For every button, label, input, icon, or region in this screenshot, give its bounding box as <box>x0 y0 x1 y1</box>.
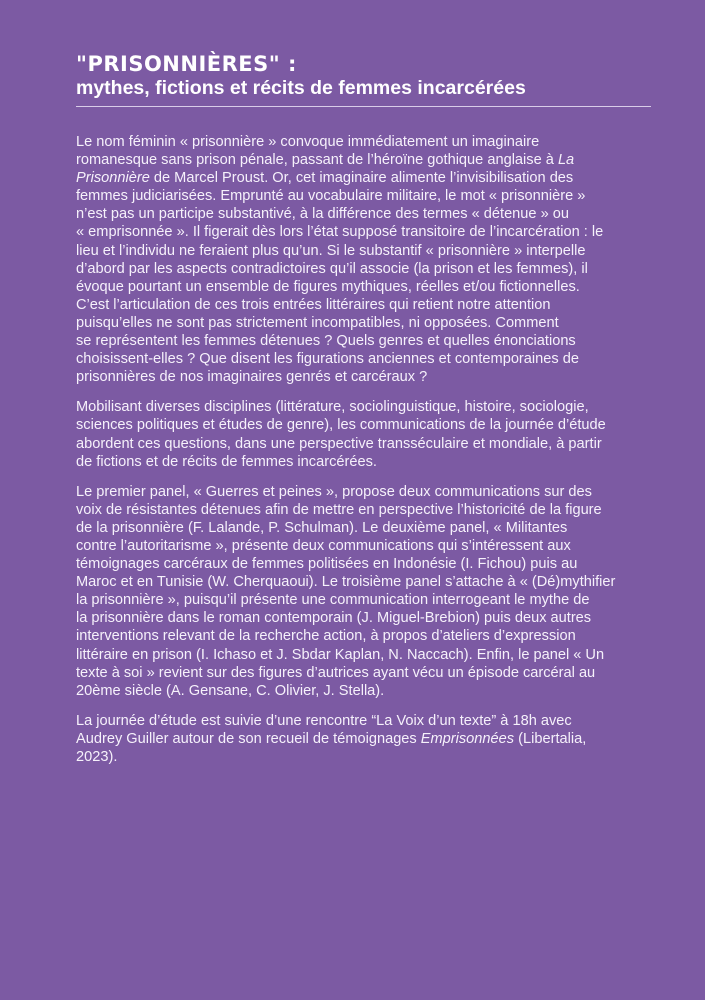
text-line <box>76 296 642 314</box>
text-segment: interventions relevant de la recherche action, à propos d’ateliers d’expression <box>76 628 576 645</box>
text-segment: évoque pourtant un ensemble de figures mythiques, réelles et/ou fictionnelles. <box>76 278 580 295</box>
text-line <box>76 187 642 205</box>
title-divider <box>76 106 651 107</box>
text-line <box>76 627 642 645</box>
italic-title: La <box>557 152 575 169</box>
italic-title: Prisonnière <box>76 170 150 187</box>
text-line <box>76 682 642 700</box>
text-line <box>76 573 642 591</box>
text-line <box>76 591 642 609</box>
page-title: "PRISONNIÈRES" : <box>76 52 297 76</box>
text-line <box>76 555 642 573</box>
text-line <box>76 223 642 241</box>
text-line <box>76 169 642 187</box>
text-segment: « emprisonnée ». Il figerait dès lors l’état supposé transitoire de l’incarcération : le <box>76 224 604 241</box>
text-segment: témoignages carcéraux de femmes politisées en Indonésie (I. Fichou) puis au <box>76 556 578 573</box>
text-segment: contre l’autoritarisme », présente deux communications qui s’intéressent aux <box>76 537 571 554</box>
text-line <box>76 501 642 519</box>
text-segment: Audrey Guiller autour de son recueil de témoignages <box>76 730 421 747</box>
text-line <box>76 519 642 537</box>
paragraph-intro <box>76 133 642 386</box>
text-segment: Mobilisant diverses disciplines (littérature, sociolinguistique, histoire, sociologie, <box>76 399 589 416</box>
page-subtitle: mythes, fictions et récits de femmes incarcérées <box>76 77 526 99</box>
italic-title: Emprisonnées <box>420 730 515 747</box>
text-segment: la prisonnière », puisqu’il présente une communication interrogeant le mythe de <box>76 592 590 609</box>
text-segment: choisissent-elles ? Que disent les figurations anciennes et contemporaines de <box>76 351 579 368</box>
text-line <box>76 314 642 332</box>
text-line <box>76 205 642 223</box>
text-segment: la prisonnière dans le roman contemporain (J. Miguel-Brebion) puis deux autres <box>76 610 592 627</box>
text-line <box>76 537 642 555</box>
text-line <box>76 398 642 416</box>
text-segment: C’est l’articulation de ces trois entrées littéraires qui retient notre attention <box>76 296 551 313</box>
text-line <box>76 748 642 766</box>
paragraph-panels <box>76 483 642 700</box>
text-segment: sciences politiques et études de genre), les communications de la journée d’étude <box>76 417 606 434</box>
text-segment: Le nom féminin « prisonnière » convoque immédiatement un imaginaire <box>76 134 540 150</box>
text-line <box>76 278 642 296</box>
text-line <box>76 483 642 501</box>
text-line <box>76 664 642 682</box>
text-segment: Le premier panel, « Guerres et peines », propose deux communications sur des <box>76 483 592 500</box>
text-segment: abordent ces questions, dans une perspective transséculaire et mondiale, à partir <box>76 435 602 452</box>
text-line <box>76 416 642 434</box>
text-line <box>76 260 642 278</box>
text-line <box>76 242 642 260</box>
text-line <box>76 350 642 368</box>
text-line <box>76 368 642 386</box>
text-line <box>76 435 642 453</box>
text-segment: femmes judiciarisées. Emprunté au vocabulaire militaire, le mot « prisonnière » <box>76 188 586 205</box>
text-line <box>76 332 642 350</box>
text-segment: n’est pas un participe substantivé, à la différence des termes « détenue » ou <box>76 206 569 223</box>
text-segment: se représentent les femmes détenues ? Quels genres et quelles énonciations <box>76 333 576 350</box>
text-segment: La journée d’étude est suivie d’une rencontre “La Voix d’un texte” à 18h avec <box>76 712 572 729</box>
paragraph-encounter <box>76 712 642 766</box>
text-segment: texte à soi » revient sur des figures d’autrices ayant vécu un épisode carcéral au <box>76 664 596 681</box>
text-segment: de la prisonnière (F. Lalande, P. Schulman). Le deuxième panel, « Militantes <box>76 519 568 536</box>
text-segment: de fictions et de récits de femmes incarcérées. <box>76 453 377 470</box>
text-line <box>76 151 642 169</box>
text-line <box>76 609 642 627</box>
text-segment: d’abord par les aspects contradictoires qu’il associe (la prison et les femmes), il <box>76 260 588 277</box>
text-segment: Maroc et en Tunisie (W. Cherquaoui). Le troisième panel s’attache à « (Dé)mythifier <box>76 574 616 591</box>
text-segment: puisqu’elles ne sont pas strictement incompatibles, ni opposées. Comment <box>76 314 559 331</box>
text-segment: 20ème siècle (A. Gensane, C. Olivier, J. Stella). <box>76 682 385 699</box>
text-segment: (Libertalia, <box>514 730 587 747</box>
text-segment: littéraire en prison (I. Ichaso et J. Sbdar Kaplan, N. Naccach). Enfin, le panel « Un <box>76 646 605 663</box>
body-text <box>76 133 642 766</box>
paragraph-disciplines <box>76 398 642 470</box>
text-line <box>76 730 642 748</box>
text-segment: romanesque sans prison pénale, passant de l’héroïne gothique anglaise à <box>76 152 558 169</box>
text-segment: de Marcel Proust. Or, cet imaginaire alimente l’invisibilisation des <box>149 170 574 187</box>
text-segment: lieu et l’individu ne feraient plus qu’un. Si le substantif « prisonnière » interpelle <box>76 242 586 259</box>
text-line <box>76 453 642 471</box>
text-line <box>76 712 642 730</box>
text-line <box>76 646 642 664</box>
text-segment: prisonnières de nos imaginaires genrés et carcéraux ? <box>76 369 428 386</box>
text-segment: 2023). <box>76 749 118 765</box>
text-segment: voix de résistantes détenues afin de mettre en perspective l’historicité de la figure <box>76 501 602 518</box>
text-line <box>76 133 642 151</box>
